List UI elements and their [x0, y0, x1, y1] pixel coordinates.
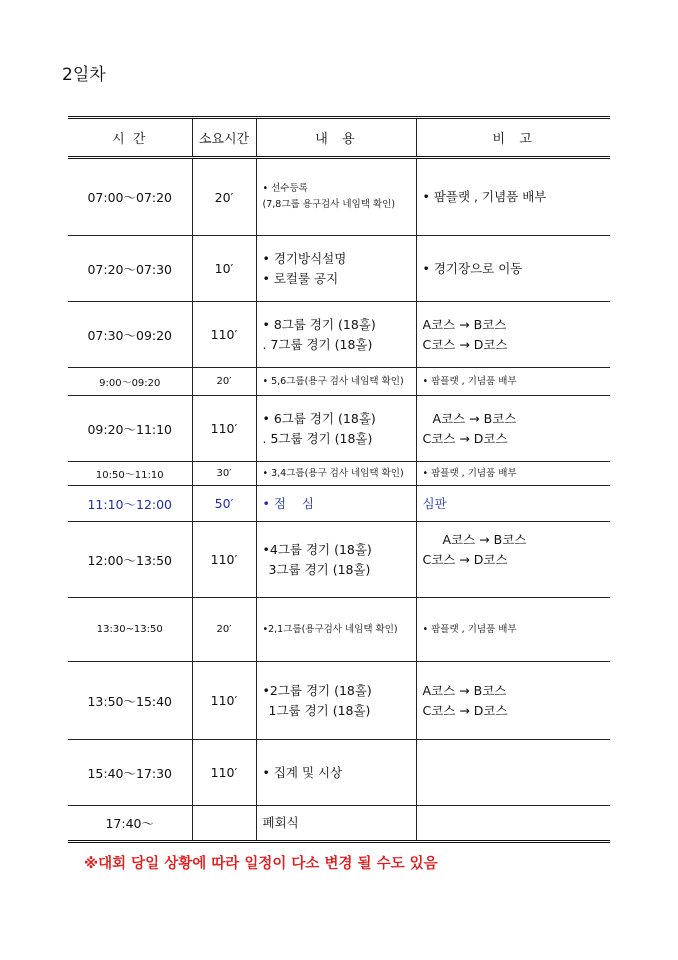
content-line: 1그룹 경기 (18홀)	[268, 702, 371, 718]
table-row	[68, 522, 610, 598]
schedule-table	[68, 116, 610, 843]
row-note	[416, 368, 610, 396]
content-line: • 선수등록	[262, 183, 308, 194]
row-note	[416, 302, 610, 368]
content-line: • 경기방식설명	[262, 250, 347, 266]
row-time: 10:50～11:10	[68, 462, 192, 486]
table-row	[68, 396, 610, 462]
row-content	[256, 462, 416, 486]
content-line: 3그룹 경기 (18홀)	[268, 561, 371, 577]
note-line: • 경기장으로 이동	[422, 260, 523, 276]
row-time: 17:40～	[68, 806, 192, 842]
content-line: • 점 심	[262, 495, 314, 511]
row-content	[256, 598, 416, 662]
row-time: 11:10～12:00	[68, 486, 192, 522]
row-content	[256, 486, 416, 522]
row-note	[416, 158, 610, 236]
row-note	[416, 806, 610, 842]
content-line: • 6그룹 경기 (18홀)	[262, 410, 376, 426]
table-row	[68, 236, 610, 302]
row-time: 07:30～09:20	[68, 302, 192, 368]
row-duration: 20′	[192, 158, 256, 236]
table-row	[68, 302, 610, 368]
row-duration: 20′	[192, 368, 256, 396]
row-note	[416, 236, 610, 302]
note-line: C코스 → D코스	[422, 430, 508, 446]
row-note	[416, 486, 610, 522]
row-time: 07:00～07:20	[68, 158, 192, 236]
content-line: • 3,4그룹(용구 검사 네임택 확인)	[262, 467, 404, 479]
content-line: • 로컬룰 공지	[262, 270, 339, 286]
row-content	[256, 522, 416, 598]
note-line: • 팜플랫 , 기념품 배부	[422, 189, 547, 204]
row-content	[256, 806, 416, 842]
content-line: . 7그룹 경기 (18홀)	[262, 336, 373, 352]
header-duration: 소요시간	[192, 118, 256, 158]
row-time: 15:40～17:30	[68, 740, 192, 806]
row-time: 9:00～09:20	[68, 368, 192, 396]
content-line: . 5그룹 경기 (18홀)	[262, 430, 373, 446]
row-duration: 10′	[192, 236, 256, 302]
schedule-change-notice: ※대회 당일 상황에 따라 일정이 다소 변경 될 수도 있음	[84, 856, 438, 872]
note-line: C코스 → D코스	[422, 702, 508, 718]
row-content	[256, 158, 416, 236]
row-time: 07:20～07:30	[68, 236, 192, 302]
table-row	[68, 806, 610, 842]
note-line: 심판	[422, 495, 447, 511]
header-time: 시 간	[68, 118, 192, 158]
row-duration: 110′	[192, 522, 256, 598]
row-time: 13:30~13:50	[68, 598, 192, 662]
table-row	[68, 368, 610, 396]
row-duration: 50′	[192, 486, 256, 522]
content-line: • 8그룹 경기 (18홀)	[262, 316, 376, 332]
note-line: A코스 → B코스	[422, 682, 507, 698]
row-duration	[192, 806, 256, 842]
page-title: 2일차	[62, 65, 106, 85]
note-line: • 팜플랫 , 기념품 배부	[422, 375, 517, 387]
row-note	[416, 396, 610, 462]
row-duration: 110′	[192, 396, 256, 462]
row-time: 09:20～11:10	[68, 396, 192, 462]
row-duration: 110′	[192, 302, 256, 368]
content-line: •4그룹 경기 (18홀)	[262, 541, 372, 557]
row-note	[416, 598, 610, 662]
row-duration: 110′	[192, 740, 256, 806]
note-line: A코스 → B코스	[422, 316, 507, 332]
header-content: 내 용	[256, 118, 416, 158]
note-line: A코스 → B코스	[442, 532, 527, 547]
table-row	[68, 598, 610, 662]
row-content	[256, 396, 416, 462]
row-note	[416, 740, 610, 806]
note-line: C코스 → D코스	[422, 336, 508, 352]
row-time: 12:00～13:50	[68, 522, 192, 598]
content-line: • 집계 및 시상	[262, 764, 343, 780]
content-line: (7,8그룹 용구검사 네임택 확인)	[262, 199, 396, 210]
row-time: 13:50～15:40	[68, 662, 192, 740]
row-duration: 30′	[192, 462, 256, 486]
row-content	[256, 740, 416, 806]
header-note: 비 고	[416, 118, 610, 158]
content-line: 폐회식	[262, 815, 299, 830]
table-row	[68, 662, 610, 740]
table-row	[68, 740, 610, 806]
table-row	[68, 158, 610, 236]
content-line: •2,1그룹(용구검사 네임택 확인)	[262, 623, 398, 635]
row-duration: 110′	[192, 662, 256, 740]
row-duration: 20′	[192, 598, 256, 662]
row-content	[256, 302, 416, 368]
table-row	[68, 486, 610, 522]
table-header-row	[68, 118, 610, 158]
note-line: • 팜플랫 , 기념품 배부	[422, 623, 517, 635]
note-line: A코스 → B코스	[432, 410, 517, 426]
row-content	[256, 236, 416, 302]
table-row	[68, 462, 610, 486]
note-line: • 팜플랫 , 기념품 배부	[422, 467, 517, 479]
row-content	[256, 662, 416, 740]
row-note	[416, 522, 610, 598]
content-line: • 5,6그룹(용구 검사 네임택 확인)	[262, 375, 404, 387]
note-line: C코스 → D코스	[422, 552, 508, 567]
content-line: •2그룹 경기 (18홀)	[262, 682, 372, 698]
row-note	[416, 662, 610, 740]
row-content	[256, 368, 416, 396]
row-note	[416, 462, 610, 486]
